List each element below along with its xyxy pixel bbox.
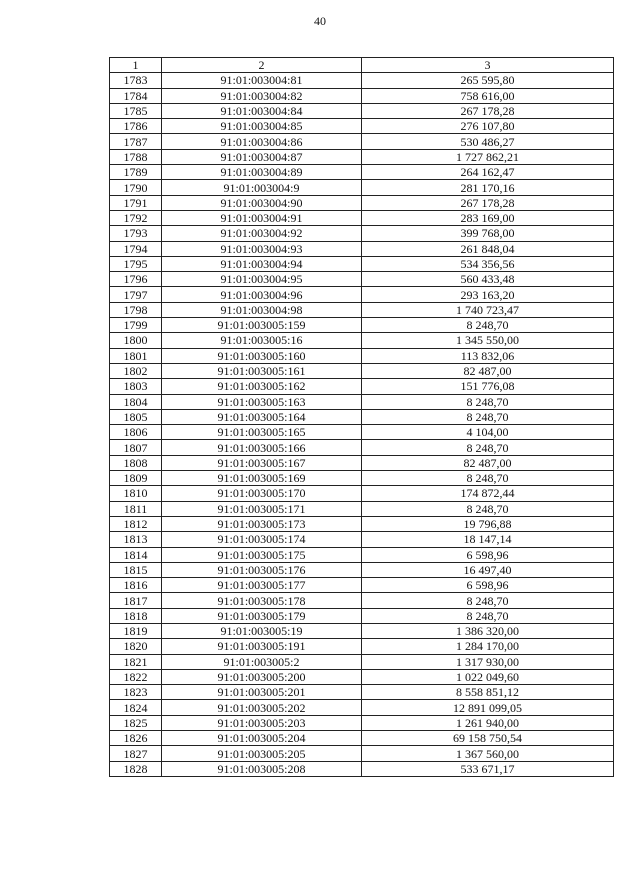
- table-row: [110, 593, 614, 608]
- row-number-cell: 1826: [110, 731, 162, 746]
- value-cell: 69 158 750,54: [362, 731, 614, 746]
- value-cell: 533 671,17: [362, 761, 614, 776]
- row-number-cell: 1805: [110, 409, 162, 424]
- table-row: [110, 103, 614, 118]
- value-cell: 82 487,00: [362, 455, 614, 470]
- cadastral-number-cell: 91:01:003005:173: [162, 516, 362, 531]
- table-row: [110, 639, 614, 654]
- cadastral-number-cell: 91:01:003004:90: [162, 195, 362, 210]
- header-cell-col-2: 2: [162, 58, 362, 73]
- row-number-cell: 1804: [110, 394, 162, 409]
- row-number-cell: 1807: [110, 440, 162, 455]
- value-cell: 293 163,20: [362, 287, 614, 302]
- row-number-cell: 1828: [110, 761, 162, 776]
- table-row: [110, 88, 614, 103]
- value-cell: 6 598,96: [362, 547, 614, 562]
- value-cell: 1 740 723,47: [362, 302, 614, 317]
- value-cell: 8 248,70: [362, 593, 614, 608]
- cadastral-number-cell: 91:01:003005:176: [162, 562, 362, 577]
- row-number-cell: 1784: [110, 88, 162, 103]
- value-cell: 1 727 862,21: [362, 149, 614, 164]
- row-number-cell: 1810: [110, 486, 162, 501]
- page-number: 40: [314, 14, 326, 28]
- cadastral-number-cell: 91:01:003005:19: [162, 623, 362, 638]
- table-row: [110, 654, 614, 669]
- row-number-cell: 1823: [110, 685, 162, 700]
- table-row: [110, 501, 614, 516]
- cadastral-number-cell: 91:01:003005:204: [162, 731, 362, 746]
- row-number-cell: 1789: [110, 165, 162, 180]
- table-row: [110, 486, 614, 501]
- table-row: [110, 731, 614, 746]
- cadastral-number-cell: 91:01:003005:174: [162, 532, 362, 547]
- row-number-cell: 1803: [110, 379, 162, 394]
- row-number-cell: 1799: [110, 318, 162, 333]
- cadastral-number-cell: 91:01:003004:91: [162, 210, 362, 225]
- table-row: [110, 669, 614, 684]
- value-cell: 1 317 930,00: [362, 654, 614, 669]
- value-cell: 276 107,80: [362, 119, 614, 134]
- value-cell: 267 178,28: [362, 103, 614, 118]
- cadastral-number-cell: 91:01:003005:175: [162, 547, 362, 562]
- cadastral-number-cell: 91:01:003005:203: [162, 715, 362, 730]
- cadastral-number-cell: 91:01:003004:92: [162, 226, 362, 241]
- value-cell: 6 598,96: [362, 578, 614, 593]
- value-cell: 8 248,70: [362, 440, 614, 455]
- value-cell: 534 356,56: [362, 256, 614, 271]
- cadastral-number-cell: 91:01:003005:159: [162, 318, 362, 333]
- value-cell: 8 248,70: [362, 318, 614, 333]
- row-number-cell: 1827: [110, 746, 162, 761]
- table-row: [110, 134, 614, 149]
- value-cell: 264 162,47: [362, 165, 614, 180]
- row-number-cell: 1787: [110, 134, 162, 149]
- table-row: [110, 685, 614, 700]
- cadastral-number-cell: 91:01:003004:98: [162, 302, 362, 317]
- cadastral-number-cell: 91:01:003005:160: [162, 348, 362, 363]
- table-row: [110, 256, 614, 271]
- value-cell: 1 022 049,60: [362, 669, 614, 684]
- value-cell: 1 386 320,00: [362, 623, 614, 638]
- value-cell: 8 248,70: [362, 409, 614, 424]
- row-number-cell: 1814: [110, 547, 162, 562]
- row-number-cell: 1783: [110, 73, 162, 88]
- value-cell: 19 796,88: [362, 516, 614, 531]
- cadastral-number-cell: 91:01:003004:81: [162, 73, 362, 88]
- value-cell: 174 872,44: [362, 486, 614, 501]
- value-cell: 1 345 550,00: [362, 333, 614, 348]
- cadastral-number-cell: 91:01:003004:96: [162, 287, 362, 302]
- row-number-cell: 1802: [110, 363, 162, 378]
- row-number-cell: 1794: [110, 241, 162, 256]
- table-row: [110, 379, 614, 394]
- row-number-cell: 1815: [110, 562, 162, 577]
- row-number-cell: 1785: [110, 103, 162, 118]
- value-cell: 399 768,00: [362, 226, 614, 241]
- value-cell: 8 248,70: [362, 501, 614, 516]
- value-cell: 16 497,40: [362, 562, 614, 577]
- cadastral-number-cell: 91:01:003004:93: [162, 241, 362, 256]
- cadastral-number-cell: 91:01:003005:2: [162, 654, 362, 669]
- table-row: [110, 394, 614, 409]
- value-cell: 8 248,70: [362, 608, 614, 623]
- cadastral-number-cell: 91:01:003005:165: [162, 425, 362, 440]
- cadastral-number-cell: 91:01:003005:201: [162, 685, 362, 700]
- cadastral-number-cell: 91:01:003005:170: [162, 486, 362, 501]
- table-row: [110, 348, 614, 363]
- row-number-cell: 1821: [110, 654, 162, 669]
- row-number-cell: 1816: [110, 578, 162, 593]
- value-cell: 12 891 099,05: [362, 700, 614, 715]
- value-cell: 560 433,48: [362, 272, 614, 287]
- table-row: [110, 455, 614, 470]
- row-number-cell: 1798: [110, 302, 162, 317]
- cadastral-number-cell: 91:01:003005:208: [162, 761, 362, 776]
- row-number-cell: 1817: [110, 593, 162, 608]
- row-number-cell: 1822: [110, 669, 162, 684]
- row-number-cell: 1801: [110, 348, 162, 363]
- table-row: [110, 226, 614, 241]
- row-number-cell: 1800: [110, 333, 162, 348]
- table-row: [110, 210, 614, 225]
- value-cell: 82 487,00: [362, 363, 614, 378]
- table-row: [110, 180, 614, 195]
- table-row: [110, 287, 614, 302]
- table-row: [110, 195, 614, 210]
- cadastral-number-cell: 91:01:003005:163: [162, 394, 362, 409]
- value-cell: 265 595,80: [362, 73, 614, 88]
- row-number-cell: 1824: [110, 700, 162, 715]
- row-number-cell: 1793: [110, 226, 162, 241]
- value-cell: 113 832,06: [362, 348, 614, 363]
- table-row: [110, 547, 614, 562]
- cadastral-number-cell: 91:01:003004:84: [162, 103, 362, 118]
- table-row: [110, 562, 614, 577]
- table-row: [110, 440, 614, 455]
- cadastral-number-cell: 91:01:003005:16: [162, 333, 362, 348]
- table-row: [110, 623, 614, 638]
- cadastral-number-cell: 91:01:003005:177: [162, 578, 362, 593]
- row-number-cell: 1812: [110, 516, 162, 531]
- value-cell: 4 104,00: [362, 425, 614, 440]
- table-row: [110, 119, 614, 134]
- row-number-cell: 1811: [110, 501, 162, 516]
- cadastral-number-cell: 91:01:003004:85: [162, 119, 362, 134]
- row-number-cell: 1809: [110, 471, 162, 486]
- header-cell-col-3: 3: [362, 58, 614, 73]
- cadastral-number-cell: 91:01:003004:86: [162, 134, 362, 149]
- table-row: [110, 578, 614, 593]
- cadastral-number-cell: 91:01:003005:179: [162, 608, 362, 623]
- table-row: [110, 272, 614, 287]
- cadastral-number-cell: 91:01:003004:82: [162, 88, 362, 103]
- table-row: [110, 715, 614, 730]
- cadastral-number-cell: 91:01:003004:95: [162, 272, 362, 287]
- cadastral-number-cell: 91:01:003005:164: [162, 409, 362, 424]
- value-cell: 261 848,04: [362, 241, 614, 256]
- header-row: [110, 58, 614, 73]
- row-number-cell: 1818: [110, 608, 162, 623]
- row-number-cell: 1819: [110, 623, 162, 638]
- table-row: [110, 532, 614, 547]
- row-number-cell: 1806: [110, 425, 162, 440]
- value-cell: 151 776,08: [362, 379, 614, 394]
- cadastral-number-cell: 91:01:003004:89: [162, 165, 362, 180]
- table-row: [110, 761, 614, 776]
- row-number-cell: 1825: [110, 715, 162, 730]
- cadastral-number-cell: 91:01:003004:87: [162, 149, 362, 164]
- value-cell: 283 169,00: [362, 210, 614, 225]
- row-number-cell: 1796: [110, 272, 162, 287]
- cadastral-number-cell: 91:01:003005:205: [162, 746, 362, 761]
- value-cell: 1 367 560,00: [362, 746, 614, 761]
- cadastral-number-cell: 91:01:003004:94: [162, 256, 362, 271]
- cadastral-number-cell: 91:01:003005:167: [162, 455, 362, 470]
- row-number-cell: 1820: [110, 639, 162, 654]
- row-number-cell: 1791: [110, 195, 162, 210]
- value-cell: 758 616,00: [362, 88, 614, 103]
- table-row: [110, 608, 614, 623]
- table-row: [110, 318, 614, 333]
- cadastral-number-cell: 91:01:003005:191: [162, 639, 362, 654]
- row-number-cell: 1792: [110, 210, 162, 225]
- table-row: [110, 149, 614, 164]
- cadastral-number-cell: 91:01:003005:171: [162, 501, 362, 516]
- table-row: [110, 471, 614, 486]
- row-number-cell: 1788: [110, 149, 162, 164]
- header-cell-col-1: 1: [110, 58, 162, 73]
- table-row: [110, 516, 614, 531]
- table-row: [110, 409, 614, 424]
- cadastral-number-cell: 91:01:003005:166: [162, 440, 362, 455]
- value-cell: 8 248,70: [362, 394, 614, 409]
- cadastral-number-cell: 91:01:003005:169: [162, 471, 362, 486]
- value-cell: 530 486,27: [362, 134, 614, 149]
- value-cell: 8 558 851,12: [362, 685, 614, 700]
- table-row: [110, 165, 614, 180]
- cadastral-number-cell: 91:01:003005:202: [162, 700, 362, 715]
- row-number-cell: 1808: [110, 455, 162, 470]
- table-body: [110, 73, 614, 777]
- row-number-cell: 1813: [110, 532, 162, 547]
- table-row: [110, 363, 614, 378]
- value-cell: 1 284 170,00: [362, 639, 614, 654]
- row-number-cell: 1795: [110, 256, 162, 271]
- table-row: [110, 302, 614, 317]
- table-row: [110, 73, 614, 88]
- table-row: [110, 425, 614, 440]
- value-cell: 8 248,70: [362, 471, 614, 486]
- value-cell: 18 147,14: [362, 532, 614, 547]
- table-row: [110, 746, 614, 761]
- value-cell: 267 178,28: [362, 195, 614, 210]
- row-number-cell: 1790: [110, 180, 162, 195]
- table-row: [110, 333, 614, 348]
- table-row: [110, 700, 614, 715]
- value-cell: 281 170,16: [362, 180, 614, 195]
- data-table: [109, 57, 614, 777]
- cadastral-number-cell: 91:01:003005:178: [162, 593, 362, 608]
- cadastral-number-cell: 91:01:003005:162: [162, 379, 362, 394]
- row-number-cell: 1786: [110, 119, 162, 134]
- row-number-cell: 1797: [110, 287, 162, 302]
- value-cell: 1 261 940,00: [362, 715, 614, 730]
- table-header: [110, 58, 614, 73]
- cadastral-number-cell: 91:01:003005:200: [162, 669, 362, 684]
- cadastral-number-cell: 91:01:003004:9: [162, 180, 362, 195]
- table-row: [110, 241, 614, 256]
- cadastral-number-cell: 91:01:003005:161: [162, 363, 362, 378]
